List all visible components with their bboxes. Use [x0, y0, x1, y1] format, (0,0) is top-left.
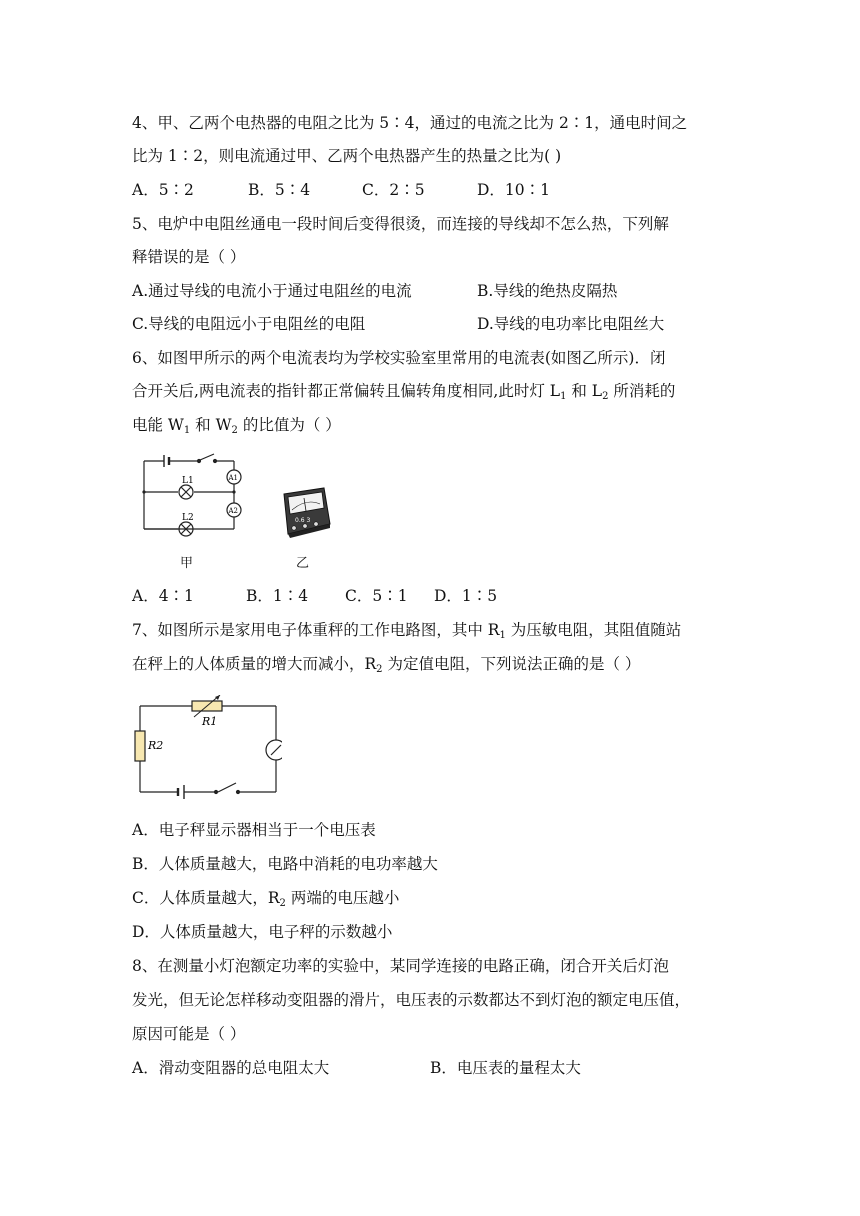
q7-circuit-diagram: [132, 695, 282, 803]
q7-stem-line2: 在秤上的人体质量的增大而减小，$R_2$ 为定值电阻，下列说法正确的是（ ）: [132, 655, 641, 675]
q6-label-a1: A1: [228, 474, 239, 482]
q7-option-a: A．电子秤显示器相当于一个电压表: [132, 821, 376, 839]
q5-option-a: A.通过导线的电流小于通过电阻丝的电流: [132, 282, 412, 300]
q6-caption-jia: 甲: [180, 556, 194, 571]
q7-stem-line1: 7、如图所示是家用电子体重秤的工作电路图，其中 $R_1$ 为压敏电阻，其阻值随站: [132, 621, 682, 641]
q6-label-l2: L2: [182, 513, 194, 523]
q8-option-a: A．滑动变阻器的总电阻太大: [132, 1059, 330, 1077]
q5-option-c: C.导线的电阻远小于电阻丝的电阻: [132, 315, 366, 333]
q8-stem-line2: 发光，但无论怎样移动变阻器的滑片，电压表的示数都达不到灯泡的额定电压值，: [132, 991, 691, 1009]
q8-option-b: B．电压表的量程太大: [430, 1059, 581, 1077]
q6-stem-line1: 6、如图甲所示的两个电流表均为学校实验室里常用的电流表(如图乙所示)．闭: [132, 349, 666, 367]
q4-option-a: A．5∶2: [132, 181, 194, 199]
q8-stem-line3: 原因可能是（ ）: [132, 1025, 246, 1043]
q4-option-b: B．5∶4: [248, 181, 311, 199]
q6-label-a2: A2: [228, 507, 239, 515]
q7-label-r1: R1: [202, 715, 218, 728]
q7-option-c: C．人体质量越大，$R_2$ 两端的电压越小: [132, 889, 400, 909]
q4-stem-line1: 4、甲、乙两个电热器的电阻之比为 5∶4，通过的电流之比为 2∶1，通电时间之: [132, 114, 688, 132]
q4-option-d: D．10∶1: [477, 181, 551, 199]
q6-ammeter-picture-yi: [278, 484, 334, 542]
q4-option-c: C．2∶5: [362, 181, 425, 199]
q6-ammeter-scale: 0.6 3: [295, 517, 311, 524]
q6-option-d: D．1∶5: [434, 587, 498, 605]
q5-stem-line2: 释错误的是（ ）: [132, 248, 246, 266]
q6-circuit-diagram-jia: [136, 450, 256, 540]
q5-stem-line1: 5、电炉中电阻丝通电一段时间后变得很烫，而连接的导线却不怎么热，下列解: [132, 215, 669, 233]
q6-stem-line3: 电能 $W_1$ 和 $W_2$ 的比值为（ ）: [132, 416, 341, 436]
q6-option-b: B．1∶4: [246, 587, 309, 605]
q6-option-a: A．4∶1: [132, 587, 194, 605]
q4-stem-line2: 比为 1∶2，则电流通过甲、乙两个电热器产生的热量之比为( ): [132, 147, 562, 165]
q5-option-b: B.导线的绝热皮隔热: [477, 282, 618, 300]
q7-option-d: D．人体质量越大，电子秤的示数越小: [132, 923, 393, 941]
q6-stem-line2: 合开关后,两电流表的指针都正常偏转且偏转角度相同,此时灯 $L_1$ 和 $L_2$ 所消耗的: [132, 382, 676, 402]
q6-option-c: C．5∶1: [345, 587, 408, 605]
q8-stem-line1: 8、在测量小灯泡额定功率的实验中，某同学连接的电路正确，闭合开关后灯泡: [132, 957, 669, 975]
q5-option-d: D.导线的电功率比电阻丝大: [477, 315, 665, 333]
q6-label-l1: L1: [182, 476, 194, 486]
q6-caption-yi: 乙: [296, 556, 310, 571]
q7-label-r2: R2: [148, 739, 164, 752]
q7-option-b: B．人体质量越大，电路中消耗的电功率越大: [132, 855, 438, 873]
